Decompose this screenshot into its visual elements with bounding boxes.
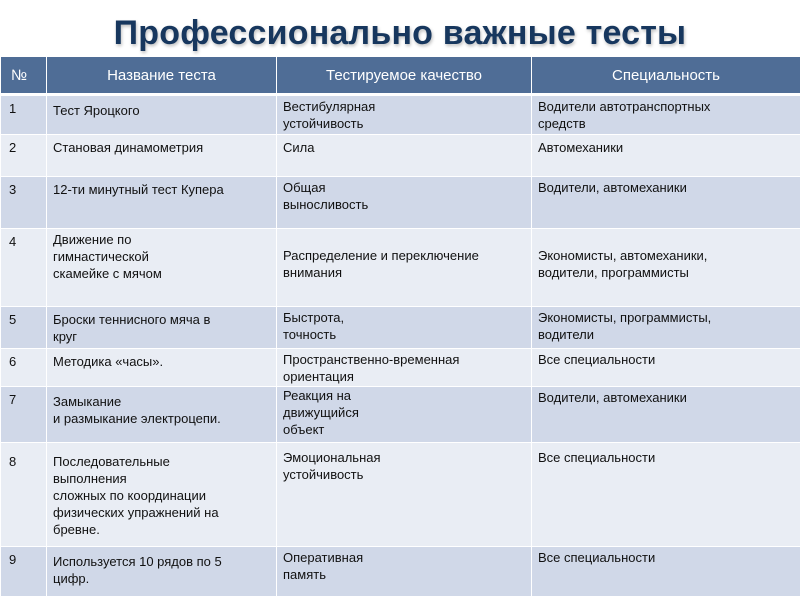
table-row (1, 229, 800, 307)
tested-quality: Общая выносливость (277, 177, 532, 229)
specialty: Все специальности (532, 547, 800, 597)
test-name: Методика «часы». (47, 349, 277, 387)
row-number: 4 (1, 229, 47, 307)
table-row (1, 135, 800, 177)
test-name: 12-ти минутный тест Купера (47, 177, 277, 229)
row-number: 7 (1, 387, 47, 443)
row-number: 5 (1, 307, 47, 349)
table-row (1, 177, 800, 229)
table-header-row (1, 57, 800, 95)
test-name: Используется 10 рядов по 5 цифр. (47, 547, 277, 597)
specialty: Автомеханики (532, 135, 800, 177)
table-row (1, 349, 800, 387)
tested-quality: Вестибулярная устойчивость (277, 95, 532, 135)
tests-table (0, 56, 800, 597)
table-row (1, 307, 800, 349)
row-number: 3 (1, 177, 47, 229)
row-number: 2 (1, 135, 47, 177)
tested-quality: Пространственно-временная ориентация (277, 349, 532, 387)
row-number: 8 (1, 443, 47, 547)
row-number: 1 (1, 95, 47, 135)
specialty: Водители, автомеханики (532, 177, 800, 229)
table-row (1, 387, 800, 443)
tested-quality: Эмоциональная устойчивость (277, 443, 532, 547)
header-specialty: Специальность (532, 57, 800, 95)
row-number: 9 (1, 547, 47, 597)
test-name: Броски теннисного мяча в круг (47, 307, 277, 349)
specialty: Экономисты, программисты, водители (532, 307, 800, 349)
header-quality: Тестируемое качество (277, 57, 532, 95)
row-number: 6 (1, 349, 47, 387)
test-name: Становая динамометрия (47, 135, 277, 177)
table-row (1, 95, 800, 135)
specialty: Водители, автомеханики (532, 387, 800, 443)
test-name: Движение по гимнастической скамейке с мячом (47, 229, 277, 307)
tested-quality: Сила (277, 135, 532, 177)
slide-title: Профессионально важные тесты (113, 14, 687, 52)
specialty: Все специальности (532, 349, 800, 387)
header-number: № (1, 57, 47, 95)
tested-quality: Быстрота, точность (277, 307, 532, 349)
specialty: Водители автотранспортных средств (532, 95, 800, 135)
header-test-name: Название теста (47, 57, 277, 95)
tested-quality: Распределение и переключение внимания (277, 229, 532, 307)
tested-quality: Оперативная память (277, 547, 532, 597)
specialty: Все специальности (532, 443, 800, 547)
table-row (1, 443, 800, 547)
specialty: Экономисты, автомеханики, водители, программисты (532, 229, 800, 307)
test-name: Замыкание и размыкание электроцепи. (47, 387, 277, 443)
test-name: Последовательные выполнения сложных по координации физических упражнений на бревне. (47, 443, 277, 547)
tested-quality: Реакция на движущийся объект (277, 387, 532, 443)
test-name: Тест Яроцкого (47, 95, 277, 135)
table-row (1, 547, 800, 597)
